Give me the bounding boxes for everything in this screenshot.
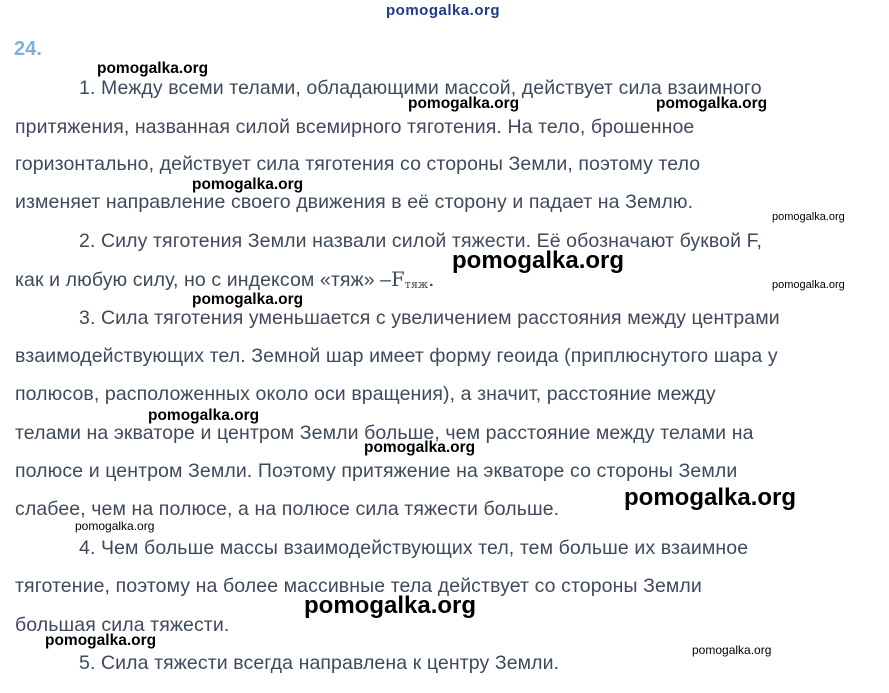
watermark: pomogalka.org: [772, 211, 845, 223]
text-line: полюсов, расположенных около оси вращения), а значит, расстояние между: [15, 383, 716, 405]
text-line: как и любую силу, но с индексом «тяж» –: [15, 269, 392, 291]
text-line: слабее, чем на полюсе, а на полюсе сила тяжести больше.: [15, 498, 560, 520]
task-number: 24.: [14, 38, 42, 60]
text-line: 3. Сила тяготения уменьшается с увеличением расстояния между центрами: [79, 307, 780, 329]
watermark: pomogalka.org: [97, 60, 209, 77]
text-line: телами на экваторе и центром Земли больше, чем расстояние между телами на: [15, 422, 754, 444]
text-line: изменяет направление своего движения в её сторону и падает на Землю.: [15, 191, 694, 213]
watermark: pomogalka.org: [692, 643, 772, 657]
watermark: pomogalka.org: [45, 632, 157, 649]
formula-subscript: тяж: [404, 278, 429, 291]
watermark: pomogalka.org: [624, 484, 797, 511]
text-line: притяжения, названная силой всемирного тяготения. На тело, брошенное: [15, 116, 695, 138]
text-line: тяготение, поэтому на более массивные тела действует со стороны Земли: [15, 575, 702, 597]
text-line: 5. Сила тяжести всегда направлена к центру Земли.: [79, 652, 560, 674]
formula-symbol: F: [391, 268, 405, 291]
watermark: pomogalka.org: [364, 439, 476, 456]
text-line: полюсе и центром Земли. Поэтому притяжение на экваторе со стороны Земли: [15, 460, 738, 482]
text-line: большая сила тяжести.: [15, 614, 230, 636]
watermark: pomogalka.org: [192, 176, 304, 193]
watermark: pomogalka.org: [408, 95, 520, 112]
text-line: 1. Между всеми телами, обладающими массой, действует сила взаимного: [79, 77, 762, 99]
text-line: горизонтально, действует сила тяготения со стороны Земли, поэтому тело: [15, 153, 701, 175]
watermark: pomogalka.org: [192, 291, 304, 308]
text-line-formula: [15, 268, 435, 292]
watermark: pomogalka.org: [148, 407, 260, 424]
formula-end: .: [428, 268, 435, 291]
watermark: pomogalka.org: [304, 592, 477, 619]
watermark: pomogalka.org: [75, 519, 155, 533]
text-line: взаимодействующих тел. Земной шар имеет форму геоида (приплюснутого шара у: [15, 345, 778, 367]
watermark: pomogalka.org: [452, 247, 625, 274]
watermark: pomogalka.org: [656, 95, 768, 112]
text-line: 4. Чем больше массы взаимодействующих тел, тем больше их взаимное: [79, 537, 749, 559]
text-line: 2. Силу тяготения Земли назвали силой тяжести. Её обозначают буквой F,: [79, 230, 762, 252]
watermark-top: pomogalka.org: [386, 2, 501, 19]
watermark: pomogalka.org: [772, 279, 845, 291]
